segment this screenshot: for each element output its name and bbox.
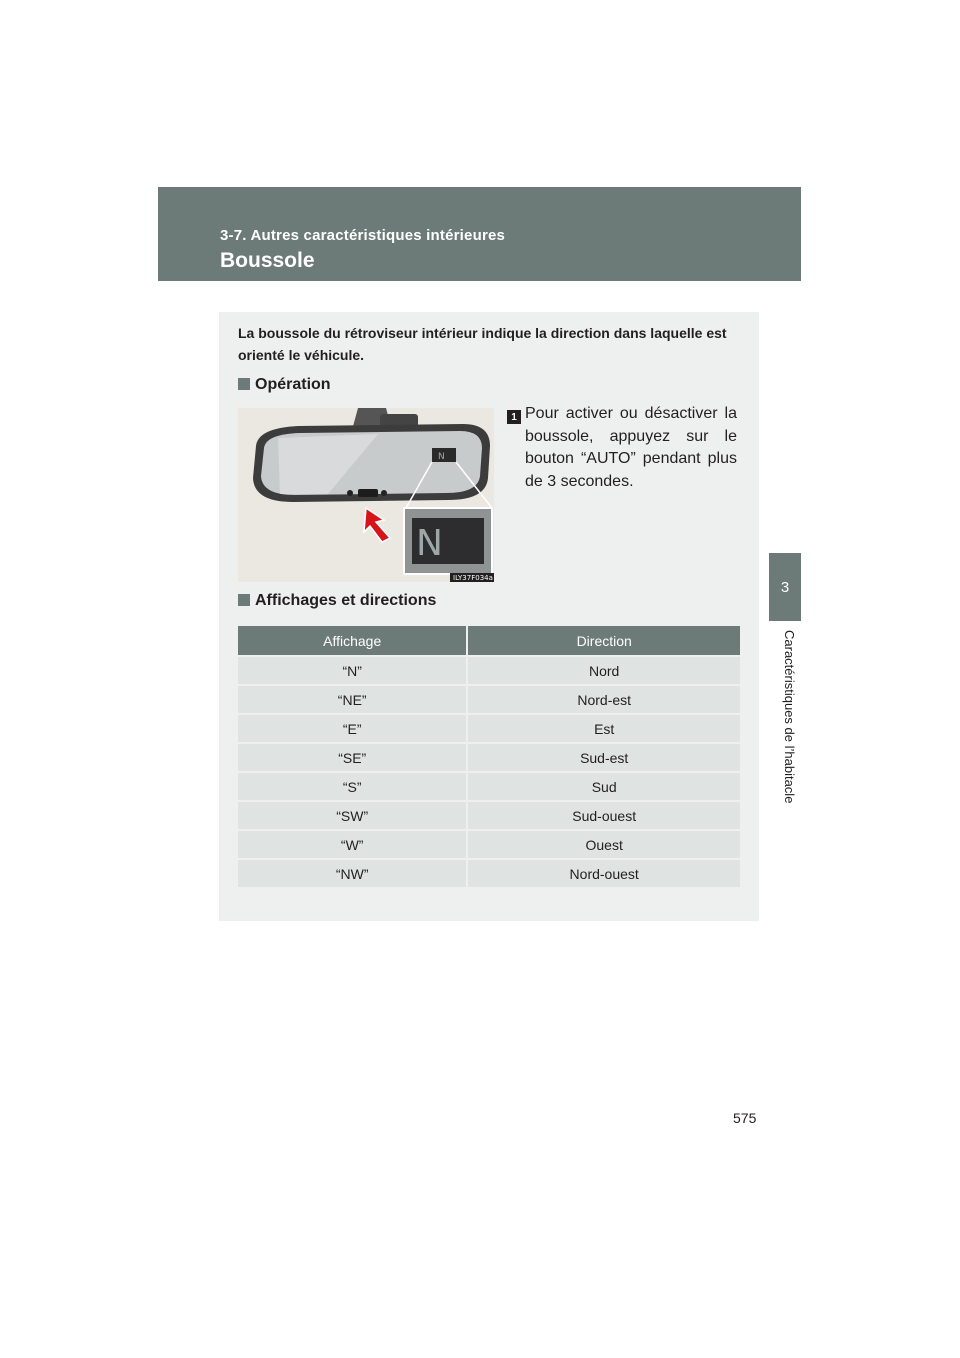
content-box [219,312,759,921]
table-row [238,801,740,830]
display-cell: “E” [238,714,467,743]
table-row [238,859,740,888]
display-cell: “NW” [238,859,467,888]
operation-heading-text: Opération [255,376,331,393]
direction-cell: Nord-ouest [467,859,740,888]
direction-cell: Ouest [467,830,740,859]
zoom-letter: N [416,523,443,564]
page-title: Boussole [220,249,315,272]
direction-cell: Sud-ouest [467,801,740,830]
step-number-badge: 1 [507,410,521,424]
display-cell: “N” [238,656,467,685]
chapter-tab[interactable]: 3 [769,553,801,621]
table-header-row [238,626,740,656]
table-row [238,743,740,772]
header-band [158,187,801,281]
display-cell: “SW” [238,801,467,830]
column-header-display: Affichage [238,626,467,656]
table-row [238,714,740,743]
step-text: Pour activer ou désactiver la boussole, appuyez sur le bouton “AUTO” pendant plus de 3 secondes. [525,405,737,490]
svg-text:N: N [438,452,445,462]
display-cell: “NE” [238,685,467,714]
table-row [238,685,740,714]
display-cell: “W” [238,830,467,859]
direction-cell: Sud [467,772,740,801]
direction-cell: Est [467,714,740,743]
display-cell: “SE” [238,743,467,772]
mirror-illustration [238,408,494,582]
page-number: 575 [733,1110,757,1126]
operation-heading [238,376,331,394]
mirror-drawing [238,408,494,582]
square-bullet-icon [238,378,250,390]
table-row [238,772,740,801]
direction-cell: Nord-est [467,685,740,714]
table-row [238,830,740,859]
displays-heading [238,592,436,610]
column-header-direction: Direction [467,626,740,656]
intro-text: La boussole du rétroviseur intérieur indique la direction dans laquelle est orienté le véhicule. [238,325,727,363]
displays-heading-text: Affichages et directions [255,592,437,609]
mirror-button-left [347,490,353,496]
direction-cell: Nord [467,656,740,685]
chapter-name: Caractéristiques de l’habitacle [782,630,797,804]
table-row [238,656,740,685]
illustration-code: ILY37F034a [453,574,493,582]
section-label: 3-7. Autres caractéristiques intérieures [220,227,506,244]
square-bullet-icon [238,594,250,606]
auto-button [358,489,378,497]
display-cell: “S” [238,772,467,801]
directions-table [238,626,740,889]
direction-cell: Sud-est [467,743,740,772]
